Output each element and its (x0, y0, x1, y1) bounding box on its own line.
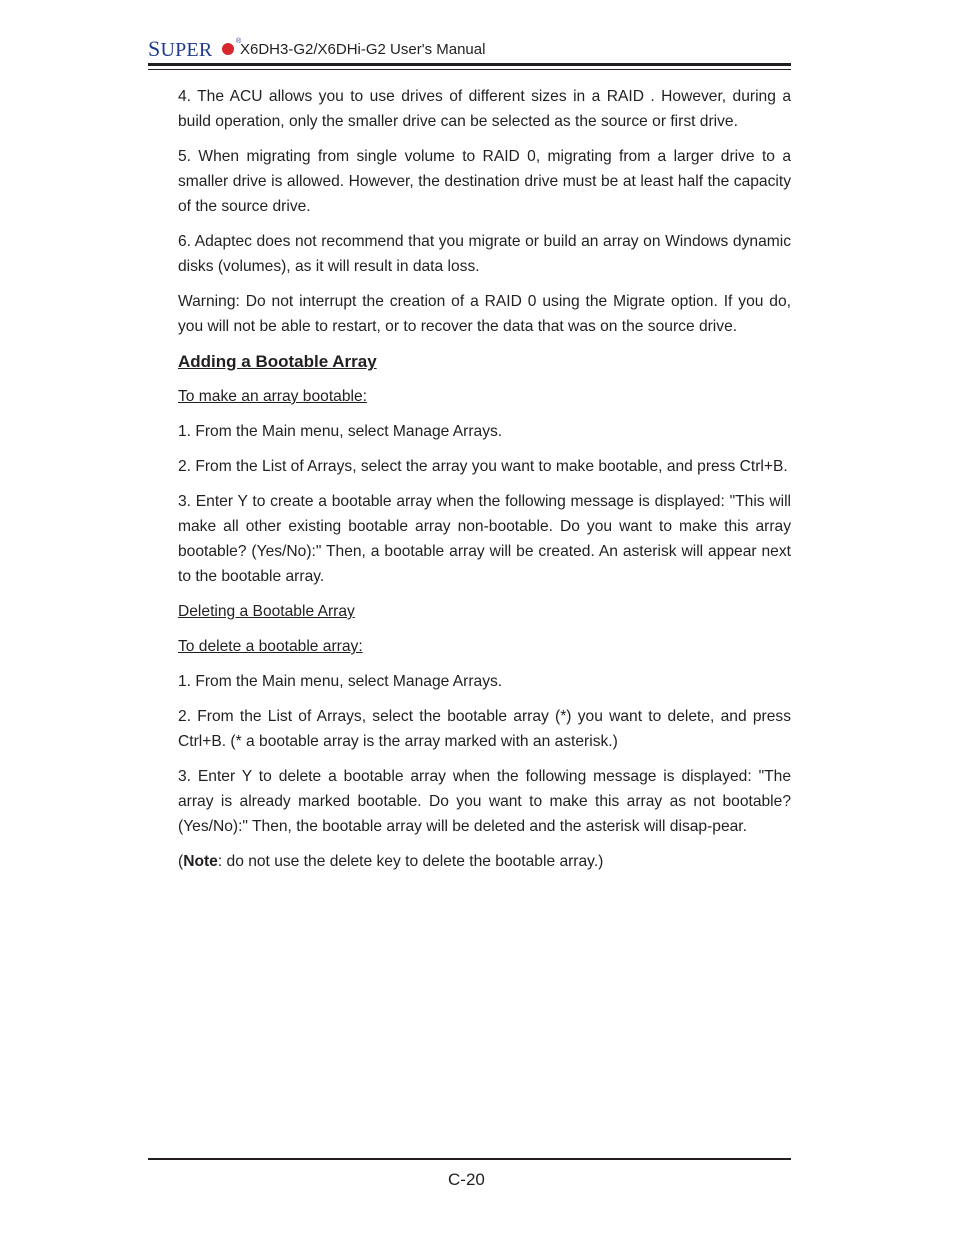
note-open-paren: ( (178, 853, 184, 870)
section-heading-delete-text: Deleting a Bootable Array (178, 603, 355, 620)
paragraph-5: 5. When migrating from single volume to RAID 0, migrating from a larger drive to a smaller drive is allowed. However, the destination drive must be at least half the capacity of the source drive. (178, 148, 791, 215)
delete-step-3: 3. Enter Y to delete a bootable array when the following message is displayed: "The array is already marked bootable. Do you want to make this array as not bootable? (Yes/No):" Then, the bootable array will be deleted and the asterisk will disap-pear. (178, 768, 791, 835)
make-step-2: 2. From the List of Arrays, select the array you want to make bootable, and press Ctrl+B. (178, 458, 788, 475)
note-label: Note (183, 853, 218, 870)
section-heading-delete (178, 599, 791, 624)
subheading-make-text: To make an array bootable: (178, 388, 367, 405)
subheading-delete-text: To delete a bootable array: (178, 638, 363, 655)
logo-letter: S (148, 36, 161, 61)
logo-dot-icon (222, 43, 234, 55)
paragraph-6: 6. Adaptec does not recommend that you migrate or build an array on Windows dynamic disks (volumes), as it will result in data loss. (178, 233, 791, 275)
paragraph-4: 4. The ACU allows you to use drives of different sizes in a RAID . However, during a build operation, only the smaller drive can be selected as the source or first drive. (178, 88, 791, 130)
subheading-make (178, 384, 791, 409)
make-step-1: 1. From the Main menu, select Manage Arrays. (178, 423, 503, 440)
header-rule-thick (148, 63, 791, 66)
supermicro-logo (148, 36, 212, 62)
page-number: C-20 (448, 1170, 485, 1189)
note-paragraph (178, 849, 791, 874)
subheading-delete (178, 634, 791, 659)
make-step-3: 3. Enter Y to create a bootable array when the following message is displayed: "This will make all other existing bootable array non-bootable. Do you want to make this array bootable? (Yes/No):" Then, a bootable array will be created. An asterisk will appear next to the bootable array. (178, 493, 791, 585)
page-content (178, 84, 791, 884)
header-rule-thin (148, 69, 791, 70)
note-text: : do not use the delete key to delete the bootable array.) (217, 853, 604, 870)
footer-rule (148, 1158, 791, 1160)
section-heading-add: Adding a Bootable Array (178, 352, 377, 371)
delete-step-2: 2. From the List of Arrays, select the bootable array (*) you want to delete, and press Ctrl+B. (* a bootable array is the array marked with an asterisk.) (178, 708, 791, 750)
delete-step-1: 1. From the Main menu, select Manage Arrays. (178, 673, 503, 690)
registered-mark: ® (236, 38, 242, 45)
warning-paragraph: Warning: Do not interrupt the creation of a RAID 0 using the Migrate option. If you do, you will not be able to restart, or to recover the data that was on the source drive. (178, 293, 791, 335)
logo-text: UPER (160, 39, 213, 61)
manual-title: X6DH3-G2/X6DHi-G2 User's Manual (240, 41, 486, 58)
